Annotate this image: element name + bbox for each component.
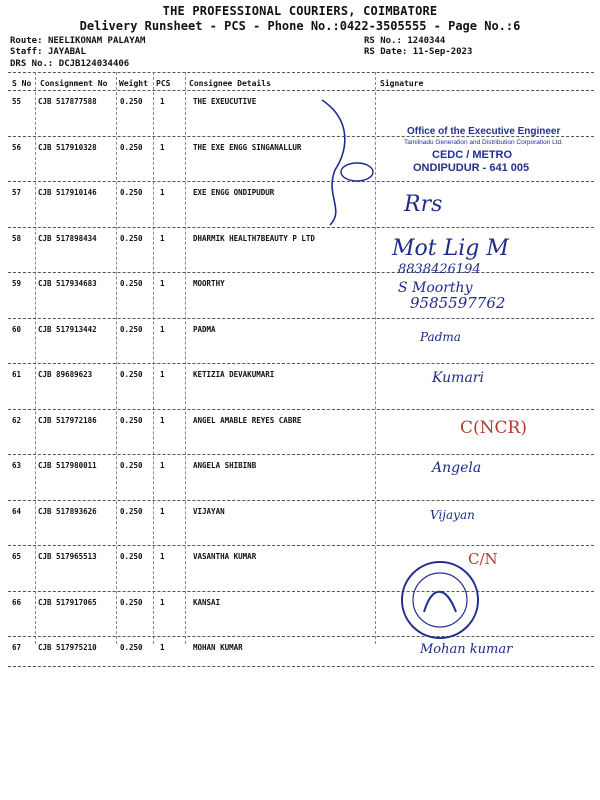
cell-consignee: VIJAYAN — [193, 506, 225, 516]
rs-date-label: RS Date: — [364, 47, 408, 57]
cell-pcs: 1 — [160, 506, 165, 516]
cell-sno: 56 — [12, 142, 22, 152]
phone-row-58: 8838426194 — [398, 262, 481, 277]
cell-weight: 0.250 — [120, 370, 143, 379]
cell-pcs: 1 — [160, 142, 165, 152]
cell-consignment: CJB 517980011 — [38, 461, 97, 470]
signature-row-60: Padma — [420, 330, 461, 344]
cell-consignee: PADMA — [193, 324, 216, 334]
cell-weight: 0.250 — [120, 324, 143, 334]
round-seal-inner — [413, 573, 467, 627]
cell-consignment: CJB 517893626 — [38, 506, 97, 516]
runsheet-subtitle: Delivery Runsheet - PCS - Phone No.:0422-3505555 - Page No.:6 — [79, 19, 521, 33]
cell-weight: 0.250 — [120, 415, 143, 425]
cell-consignee: EXE ENGG ONDIPUDUR — [193, 188, 275, 197]
cell-sno: 67 — [12, 643, 22, 652]
column-header-weight: Weight — [119, 79, 148, 88]
cell-sno: 66 — [12, 597, 22, 607]
circled-mark — [341, 163, 373, 181]
rs-no-label: RS No.: — [364, 36, 402, 46]
cell-sno: 62 — [12, 415, 22, 425]
bracket-mark — [322, 100, 345, 225]
cell-sno: 58 — [12, 233, 22, 243]
cell-consignee: KANSAI — [193, 597, 221, 607]
stamp-office-line: Office of the Executive Engineer — [407, 126, 561, 137]
cell-consignment: CJB 517910146 — [38, 188, 97, 197]
cell-pcs: 1 — [160, 643, 165, 652]
stamp-ondipudur-line: ONDIPUDUR - 641 005 — [413, 162, 530, 174]
note-row-65: C/N — [468, 550, 498, 568]
cell-weight: 0.250 — [120, 506, 143, 516]
cell-consignee: VASANTHA KUMAR — [193, 552, 257, 561]
staff-value: JAYABAL — [47, 47, 86, 57]
cell-consignment: CJB 517910328 — [38, 142, 97, 152]
cell-consignee: MOHAN KUMAR — [193, 643, 243, 652]
cell-pcs: 1 — [160, 188, 165, 197]
cell-consignment: CJB 517913442 — [38, 324, 97, 334]
cell-consignment: CJB 517917065 — [38, 597, 97, 607]
cell-weight: 0.250 — [120, 643, 143, 652]
cell-pcs: 1 — [160, 370, 165, 379]
drs-label: DRS No.: — [10, 59, 54, 69]
signature-row-67: Mohan kumar — [420, 642, 513, 657]
seal-emblem — [424, 592, 456, 612]
cell-weight: 0.250 — [120, 597, 143, 607]
cell-consignee: THE EXE ENGG SINGANALLUR — [193, 142, 302, 152]
cell-weight: 0.250 — [120, 142, 143, 152]
cell-weight: 0.250 — [120, 552, 143, 561]
cell-sno: 55 — [12, 97, 22, 106]
cell-pcs: 1 — [160, 552, 165, 561]
cell-consignment: CJB 517975210 — [38, 643, 97, 652]
cell-consignee: ANGELA SHIBINB — [193, 461, 257, 470]
column-header-consignee: Consignee Details — [189, 79, 271, 88]
cell-sno: 60 — [12, 324, 22, 334]
cell-sno: 57 — [12, 188, 22, 197]
cell-weight: 0.250 — [120, 461, 143, 470]
cell-consignment: CJB 89689623 — [38, 370, 93, 379]
cell-sno: 64 — [12, 506, 22, 516]
cell-sno: 59 — [12, 279, 22, 288]
signature-row-57: Rrs — [404, 192, 443, 217]
phone-row-59: 9585597762 — [410, 294, 506, 312]
cell-consignee: DHARMIK HEALTH7BEAUTY P LTD — [193, 233, 315, 243]
staff-label: Staff: — [10, 47, 43, 57]
cell-pcs: 1 — [160, 279, 165, 288]
signature-row-64: Vijayan — [430, 508, 475, 522]
cell-pcs: 1 — [160, 324, 165, 334]
route-value: NEELIKONAM PALAYAM — [47, 36, 146, 46]
note-row-62: C(NCR) — [460, 418, 527, 438]
cell-consignment: CJB 517965513 — [38, 552, 97, 561]
cell-pcs: 1 — [160, 597, 165, 607]
column-header-sno: S No — [12, 79, 32, 88]
cell-pcs: 1 — [160, 233, 165, 243]
cell-weight: 0.250 — [120, 279, 143, 288]
signature-row-58: Mot Lig M — [392, 236, 509, 261]
cell-weight: 0.250 — [120, 188, 143, 197]
route-label: Route: — [10, 36, 43, 46]
rs-date-value: 11-Sep-2023 — [412, 47, 473, 57]
column-header-signature: Signature — [380, 79, 424, 88]
signature-row-59: S Moorthy — [398, 280, 473, 296]
stamp-corp-line: Tamilnadu Generation and Distribution Corporation Ltd. — [404, 139, 563, 146]
cell-consignee: ANGEL AMABLE REYES CABRE — [193, 415, 302, 425]
cell-pcs: 1 — [160, 97, 165, 106]
cell-weight: 0.250 — [120, 97, 143, 106]
cell-pcs: 1 — [160, 461, 165, 470]
cell-consignment: CJB 517877588 — [38, 97, 97, 106]
cell-weight: 0.250 — [120, 233, 143, 243]
stamp-cedc-line: CEDC / METRO — [432, 149, 513, 161]
cell-sno: 61 — [12, 370, 22, 379]
cell-sno: 63 — [12, 461, 22, 470]
cell-consignee: KETIZIA DEVAKUMARI — [193, 370, 275, 379]
cell-consignee: MOORTHY — [193, 279, 225, 288]
rs-no-value: 1240344 — [407, 36, 446, 46]
signature-row-61: Kumari — [432, 370, 484, 386]
cell-pcs: 1 — [160, 415, 165, 425]
column-header-consignment: Consignment No — [40, 79, 108, 88]
cell-sno: 65 — [12, 552, 22, 561]
cell-consignment: CJB 517898434 — [38, 233, 97, 243]
cell-consignee: THE EXEUCUTIVE — [193, 97, 257, 106]
signature-row-63: Angela — [432, 460, 482, 476]
cell-consignment: CJB 517972186 — [38, 415, 97, 425]
cell-consignment: CJB 517934683 — [38, 279, 97, 288]
drs-value: DCJB124034406 — [58, 59, 130, 69]
column-header-pcs: PCS — [156, 79, 171, 88]
company-name: THE PROFESSIONAL COURIERS, COIMBATORE — [162, 4, 438, 18]
